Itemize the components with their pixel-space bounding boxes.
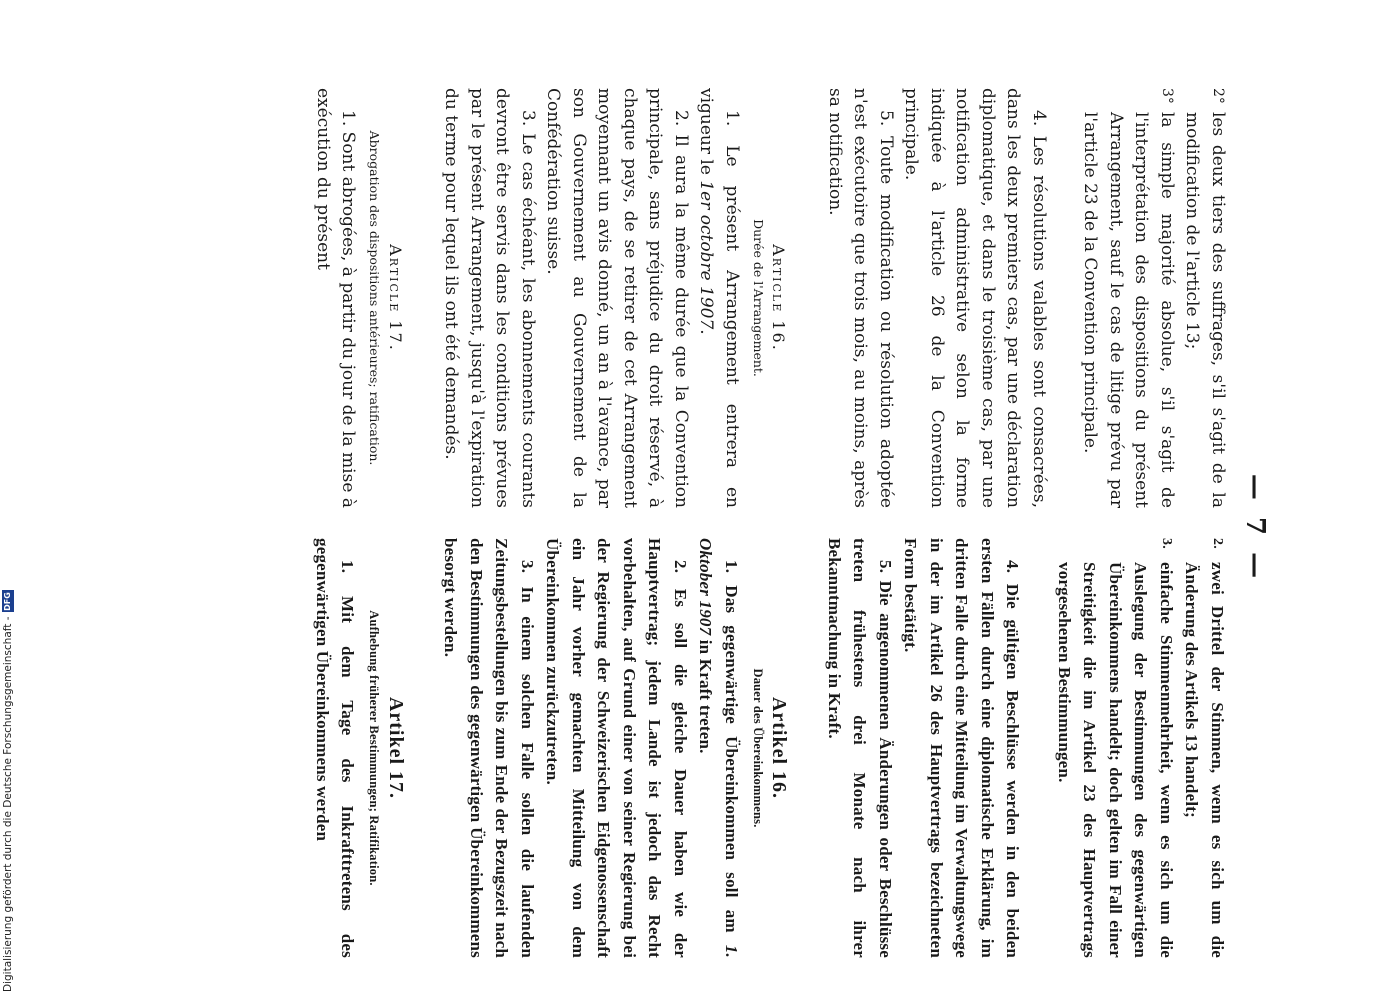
german-article-16-subtitle: Dauer des Übereinkommens.: [751, 668, 765, 828]
page-number: — 7 —: [1240, 473, 1270, 583]
french-article-16-paragraph-3: 3. Le cas échéant, les abonnements courants devront être servis dans les conditions prévues par le présent Arrangement, jusqu'à l'expiration du terme pour lequel ils ont été demandés.: [441, 88, 538, 508]
german-paragraph-4: 4. Die gültigen Beschlüsse werden in den beiden ersten Fällen durch eine diplomatische Erklärung, im dritten Falle durch eine Mitteilung im Verwaltungswege in der im Artikel 26 des Hauptvertrags bezeichneten Form bestätigt.: [901, 538, 1023, 958]
french-article-16-subtitle: Durée de l'Arrangement.: [751, 219, 766, 377]
german-item-3: [1052, 538, 1180, 958]
french-paragraph-5: 5. Toute modification ou résolution adoptée n'est exécutoire que trois mois, au moins, après sa notification.: [825, 88, 896, 508]
item-text: la simple majorité absolue, s'il s'agit de l'interprétation des dispositions du présent Arrangement, sauf le cas de litige prévu par l'article 23 de la Convention principale.: [1080, 112, 1177, 508]
french-article-17-title: Article 17.: [386, 244, 405, 352]
item-text: les deux tiers des suffrages, s'il s'agit de la modification de l'article 13;: [1182, 112, 1228, 508]
german-paragraph-5: 5. Die angenommenen Änderungen oder Beschlüsse treten frühestens drei Monate nach ihrer Bekanntmachung in Kraft.: [825, 538, 895, 958]
dfg-logo-icon: DFG: [3, 592, 12, 611]
digitization-credit: [2, 590, 14, 992]
effective-date: 1. Oktober 1907: [696, 538, 741, 958]
german-column: [310, 538, 1231, 958]
german-article-17-title: Artikel 17.: [385, 696, 407, 800]
item-number: 2.: [1210, 538, 1225, 549]
french-column: [310, 88, 1231, 508]
german-article-16-paragraph-1: 1. Das gegenwärtige Übereinkommen soll am 1. Oktober 1907 in Kraft treten.: [696, 538, 741, 958]
french-article-16-paragraph-1: 1. Le présent Arrangement entrera en vigueur le 1er octobre 1907.: [696, 88, 742, 508]
french-item-3: [1077, 88, 1179, 508]
german-article-17-paragraph-1: 1. Mit dem Tage des Inkrafttretens des gegenwärtigen Übereinkommens werden: [313, 538, 358, 958]
item-number: 2°: [1210, 88, 1226, 104]
french-paragraph-4: 4. Les résolutions valables sont consacrées, dans les deux premiers cas, par une déclaration diplomatique, et dans le troisième cas, par une notification administrative selon la forme indiquée à l'article 26 de la Convention principale.: [901, 88, 1049, 508]
item-number: 3°: [1159, 88, 1175, 104]
french-article-16-paragraph-2: 2. Il aura la même durée que la Convention principale, sans préjudice du droit réservé, à chaque pays, de se retirer de cet Arrangement moyennant un avis donné, un an à l'avance, par son Gouvernement au Gouvernement de la Confédération suisse.: [543, 88, 691, 508]
french-article-17-subtitle: Abrogation des dispositions antérieures; ratification.: [367, 130, 383, 466]
item-number: 3.: [1159, 538, 1174, 549]
effective-date: 1er octobre 1907: [696, 180, 717, 330]
rotated-page: [130, 88, 1270, 968]
item-text: einfache Stimmenmehrheit, wenn es sich um die Auslegung der Bestimmungen des gegenwärtigen Übereinkommens handelt; doch gelten im Fall einer Streitigkeit die im Artikel 23 des Hauptvertrags vorgesehenen Bestimmungen.: [1055, 562, 1176, 958]
credit-text: Digitalisierung gefördert durch die Deutsche Forschungsgemeinschaft -: [2, 616, 14, 992]
german-item-2: [1179, 538, 1230, 958]
french-article-16-title: Article 16.: [769, 244, 789, 352]
item-text: zwei Drittel der Stimmen, wenn es sich um die Änderung des Artikels 13 handelt;: [1182, 562, 1227, 958]
french-item-2: [1179, 88, 1230, 508]
french-article-17-paragraph-1: 1. Sont abrogées, à partir du jour de la mise à exécution du présent: [313, 88, 359, 508]
german-article-16-paragraph-3: 3. In einem solchen Falle sollen die laufenden Zeitungsbestellungen bis zum Ende der Bezugszeit nach den Bestimmungen des gegenwärtigen Übereinkommens besorgt werden.: [441, 538, 537, 958]
german-article-16-paragraph-2: 2. Es soll die gleiche Dauer haben wie der Hauptvertrag; jedem Lande ist jedoch das Recht vorbehalten, auf Grund einer von seiner Regierung bei der Regierung der Schweizerischen Eidgenossenschaft ein Jahr vorher gemachten Mitteilung von dem Übereinkommen zurückzutreten.: [543, 538, 690, 958]
german-article-17-subtitle: Aufhebung früherer Bestimmungen; Ratifikation.: [367, 610, 382, 886]
german-article-16-title: Artikel 16.: [768, 696, 791, 800]
